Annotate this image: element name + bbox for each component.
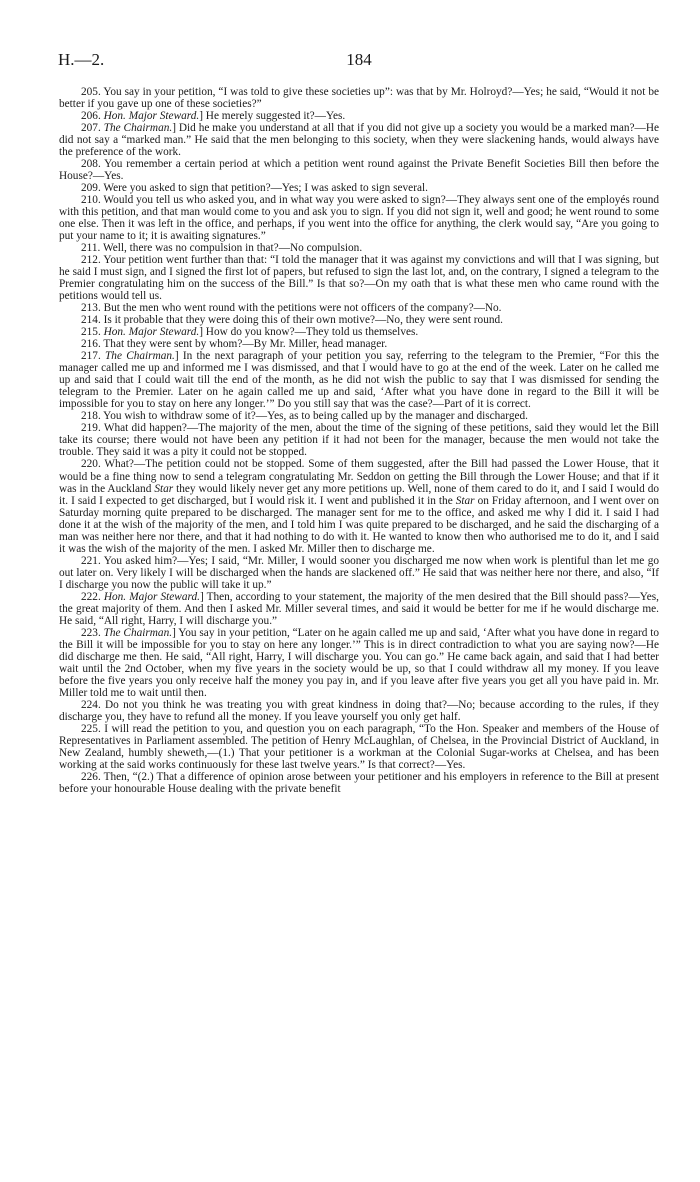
paragraph-211: 211. Well, there was no compulsion in that?—No compulsion.	[81, 242, 363, 255]
paragraph-205: 205. You say in your petition, “I was told to give these societies up”: was that by Mr. Holroyd?—Yes; he said, “Would it not be better if you gave up one of these societies?”	[59, 86, 659, 111]
paragraph-214: 214. Is it probable that they were doing this of their own motive?—No, they were sent round.	[81, 314, 503, 327]
paragraph-225: 225. I will read the petition to you, and question you on each paragraph, “To the Hon. Speaker and members of the House of Representatives in Parliament assembled. The petition of Henry McLaughlan, of Chelsea, in the Provincial District of Auckland, in New Zealand, humbly sheweth,—(1.) That your petitioner is a workman at the Colonial Sugar-works at Chelsea, and has been working at the said works continuously for these last twelve years.” Is that correct?—Yes.	[59, 722, 659, 771]
paragraph-215: 215. Hon. Major Steward.] How do you know?—They told us themselves.	[81, 326, 419, 339]
paragraph-219: 219. What did happen?—The majority of the men, about the time of the signing of these petitions, said they would let the Bill take its course; there would not have been any petition if it had not been for the manager, because the men would not take the trouble. They said it was a pity it could not be stopped.	[59, 422, 659, 459]
paragraph-206: 206. Hon. Major Steward.] He merely suggested it?—Yes.	[81, 110, 346, 123]
paragraph-209: 209. Were you asked to sign that petition?—Yes; I was asked to sign several.	[81, 182, 428, 195]
paragraph-210: 210. Would you tell us who asked you, and in what way you were asked to sign?—They always sent one of the employés round with this petition, and that man would come to you and ask you to sign. If you did not sign it, well and good; he went round to some one else. Then it was left in the office, and perhaps, if you went into the office for anything, the clerk would say, “Are you going to put your name to it; it is awaiting signatures.”	[59, 194, 659, 243]
paragraph-226: 226. Then, “(2.) That a difference of opinion arose between your petitioner and his employers in reference to the Bill at present before your honourable House dealing with the private benefit	[59, 770, 659, 795]
paragraph-218: 218. You wish to withdraw some of it?—Yes, as to being called up by the manager and discharged.	[81, 410, 528, 423]
paragraph-221: 221. You asked him?—Yes; I said, “Mr. Miller, I would sooner you discharged me now when work is plentiful than let me go out later on. Very likely I will be discharged when the hands are slackened off.” He said that was neither here nor there, and also, “If I discharge you now the public will take it up.”	[59, 554, 659, 591]
paragraph-222: 222. Hon. Major Steward.] Then, according to your statement, the majority of the men desired that the Bill should pass?—Yes, the great majority of them. And then I asked Mr. Miller several times, and said it would be better for me if he would discharge me. He said, “All right, Harry, I will discharge you.”	[59, 590, 660, 627]
evidence-text	[59, 86, 659, 795]
paragraph-216: 216. That they were sent by whom?—By Mr. Miller, head manager.	[81, 338, 388, 351]
paragraph-207: 207. The Chairman.] Did he make you understand at all that if you did not give up a society you would be a marked man?—He did not say a “marked man.” He said that the men belonging to this society, when they were slackening hands, would always have the preference of the work.	[59, 122, 660, 159]
page-header	[58, 50, 660, 74]
page-number: 184	[346, 50, 372, 69]
paragraph-220: 220. What?—The petition could not be stopped. Some of them suggested, after the Bill had passed the Lower House, that it would be a fine thing now to send a telegram congratulating Mr. Seddon on getting the Bill through the Lower House; and that if it was in the Auckland Star they would likely never get any more petitions up. Well, none of them cared to do it, and I said I would do it. I said I expected to get discharged, but I would risk it. I went and published it in the Star on Friday afternoon, and I went over on Saturday morning quite prepared to be discharged. The manager sent for me to the office, and asked me why I did it. I said I had done it at the wish of the majority of the men, and I told him I was quite prepared to be discharged, and he said the discharging of a man was neither here nor there, and that it had nothing to do with it. He wanted to know then who authorised me to do it, and I said it was the wish of the majority of the men. I asked Mr. Miller then to discharge me.	[59, 458, 660, 555]
document-reference: H.—2.	[58, 50, 105, 69]
paragraph-224: 224. Do not you think he was treating you with great kindness in doing that?—No; because according to the rules, if they discharge you, they have to refund all the money. If you leave yourself you only get half.	[59, 698, 659, 723]
paragraph-208: 208. You remember a certain period at which a petition went round against the Private Benefit Societies Bill then before the House?—Yes.	[59, 158, 659, 183]
paragraph-212: 212. Your petition went further than that: “I told the manager that it was against my convictions and will that I was signing, but he said I must sign, and I signed the first lot of papers, but refused to sign the last lot, and, on the contrary, I signed a telegram to the Premier congratulating him on the success of the Bill.” Is that so?—On my oath that is what these men who came round with the petitions would tell us.	[59, 254, 659, 303]
paragraph-213: 213. But the men who went round with the petitions were not officers of the company?—No.	[81, 302, 502, 315]
paragraph-223: 223. The Chairman.] You say in your petition, “Later on he again called me up and said, ‘After what you have done in regard to the Bill it will be impossible for you to stay on here any longer.’” This is in direct contradiction to what you are saying now?—He did discharge me then. He said, “All right, Harry, I will discharge you. You can go.” He came back again, and said that I had better wait until the 2nd October, when my five years in the society would be up, so that I could withdraw all my money. If you leave before the five years you only receive half the money you pay in, and if you leave after five years you get all you have paid in. Mr. Miller told me to wait until then.	[59, 626, 660, 699]
paragraph-217: 217. The Chairman.] In the next paragraph of your petition you say, referring to the telegram to the Premier, “For this the manager called me up and informed me I was dismissed, and that I would have to go at the end of the week. Later on he called me up and said that I could wait till the end of the month, as he did not wish the public to say that I was dismissed for sending the telegram to the Premier. Later on he again called me up and said, ‘After what you have done in regard to the Bill it will be impossible for you to stay on here any longer.’” Do you still say that was the case?—Part of it is correct.	[59, 350, 659, 411]
